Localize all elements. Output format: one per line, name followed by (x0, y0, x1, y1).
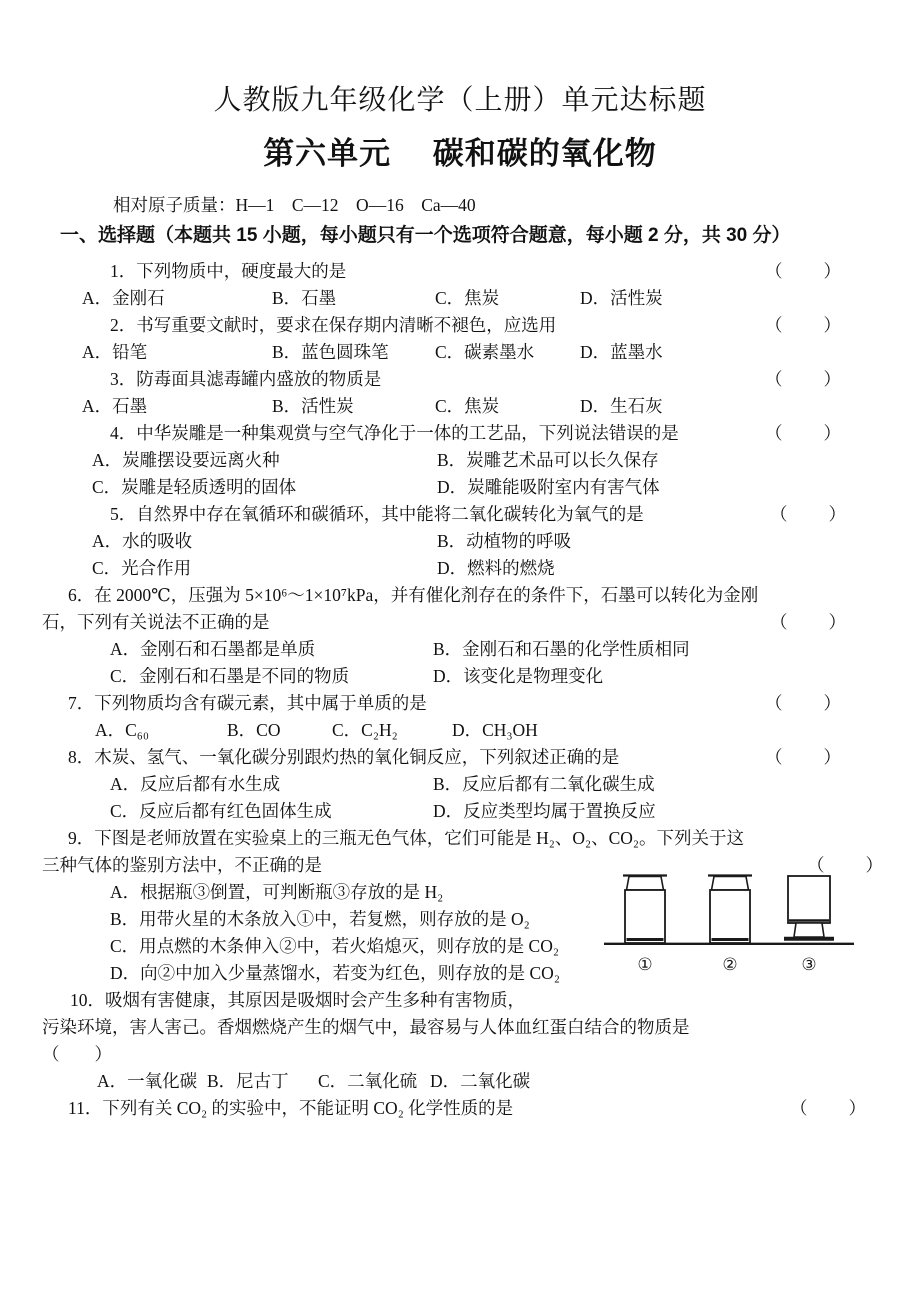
option: A．一氧化碳 (97, 1071, 198, 1091)
gas-bottles-figure (598, 860, 860, 978)
answer-bracket: （ ） (790, 1098, 868, 1118)
line-text: （ ） (42, 1044, 112, 1064)
option-row (0, 474, 920, 501)
text-line (0, 690, 920, 717)
option: C．焦炭 (435, 396, 500, 416)
text-line (0, 825, 920, 852)
option: A．水的吸收 (92, 531, 193, 551)
line-text: B．用带火星的木条放入①中，若复燃，则存放的是 O₂ (110, 909, 530, 929)
option: B．蓝色圆珠笔 (272, 342, 389, 362)
answer-bracket: （ ） (770, 612, 848, 632)
option: A．铅笔 (82, 342, 148, 362)
option: D．反应类型均属于置换反应 (433, 801, 656, 821)
option: C．光合作用 (92, 558, 192, 578)
option: A．C₆₀ (95, 720, 150, 740)
text-line (0, 420, 920, 447)
option: B．活性炭 (272, 396, 354, 416)
text-line (0, 1041, 920, 1068)
option: C．二氧化硫 (318, 1071, 418, 1091)
line-text: 污染环境，害人害己。香烟燃烧产生的烟气中，最容易与人体血红蛋白结合的物质是 (42, 1017, 690, 1037)
line-text: A．根据瓶③倒置，可判断瓶③存放的是 H₂ (110, 882, 444, 902)
option: C．金刚石和石墨是不同的物质 (110, 666, 350, 686)
text-line (0, 501, 920, 528)
option: B．反应后都有二氧化碳生成 (433, 774, 655, 794)
line-text: 三种气体的鉴别方法中，不正确的是 (42, 855, 322, 875)
line-text: 11．下列有关 CO₂ 的实验中，不能证明 CO₂ 化学性质的是 (68, 1098, 514, 1118)
line-text: 7．下列物质均含有碳元素，其中属于单质的是 (68, 693, 427, 713)
text-line (0, 582, 920, 609)
option-row (0, 447, 920, 474)
document-title: 人教版九年级化学（上册）单元达标题 (213, 85, 707, 116)
bottle-2-neck (712, 877, 749, 891)
section-one-heading: 一、选择题（本题共 15 小题，每小题只有一个选项符合题意，每小题 2 分，共 30 分） (60, 225, 791, 246)
bottle-label-1: ① (637, 955, 653, 975)
answer-bracket: （ ） (765, 423, 843, 443)
option: D．生石灰 (580, 396, 663, 416)
text-line (0, 366, 920, 393)
answer-bracket: （ ） (765, 369, 843, 389)
answer-bracket: （ ） (807, 855, 885, 875)
option: A．金刚石和石墨都是单质 (110, 639, 316, 659)
bottle-label-3: ③ (801, 955, 817, 975)
option: B．金刚石和石墨的化学性质相同 (433, 639, 690, 659)
bottle-1-neck (627, 877, 664, 891)
line-text: 9．下图是老师放置在实验桌上的三瓶无色气体，它们可能是 H₂、O₂、CO₂。下列关于这 (68, 828, 745, 848)
answer-bracket: （ ） (765, 693, 843, 713)
answer-bracket: （ ） (765, 747, 843, 767)
bottle-1-body (625, 890, 665, 943)
option: D．该变化是物理变化 (433, 666, 604, 686)
option: B．尼古丁 (207, 1071, 289, 1091)
bottle-3-inverted (784, 876, 834, 939)
option-row (0, 717, 920, 744)
line-text: 4．中华炭雕是一种集观赏与空气净化于一体的工艺品，下列说法错误的是 (110, 423, 679, 443)
text-line (0, 744, 920, 771)
text-line (0, 312, 920, 339)
line-text: D．向②中加入少量蒸馏水，若变为红色，则存放的是 CO₂ (110, 963, 560, 983)
option: B．CO (227, 720, 281, 740)
option: C．C₂H₂ (332, 720, 398, 740)
option: B．石墨 (272, 288, 337, 308)
line-text: 3．防毒面具滤毒罐内盛放的物质是 (110, 369, 382, 389)
bottle-3-body (788, 876, 830, 923)
option: C．焦炭 (435, 288, 500, 308)
option-row (0, 771, 920, 798)
bottle-label-2: ② (722, 955, 738, 975)
line-text: 2．书写重要文献时，要求在保存期内清晰不褪色，应选用 (110, 315, 557, 335)
option: D．CH₃OH (452, 720, 538, 740)
answer-bracket: （ ） (765, 261, 843, 281)
bottle-3-neck (794, 923, 824, 937)
line-text: 6．在 2000℃，压强为 5×10⁶～1×10⁷kPa，并有催化剂存在的条件下，石墨可以转化为金刚 (68, 585, 759, 605)
option-row (0, 636, 920, 663)
relative-atomic-mass-line: 相对原子质量：H—1 C—12 O—16 Ca—40 (113, 195, 476, 215)
option: D．蓝墨水 (580, 342, 663, 362)
option: D．二氧化碳 (430, 1071, 531, 1091)
option: A．石墨 (82, 396, 148, 416)
text-line (0, 609, 920, 636)
line-text: 石，下列有关说法不正确的是 (42, 612, 270, 632)
text-line (0, 1014, 920, 1041)
answer-bracket: （ ） (765, 315, 843, 335)
option-row (0, 663, 920, 690)
option: D．燃料的燃烧 (437, 558, 555, 578)
bottle-1 (623, 876, 667, 944)
option: B．炭雕艺术品可以长久保存 (437, 450, 659, 470)
option-row (0, 285, 920, 312)
option: A．反应后都有水生成 (110, 774, 281, 794)
text-line (0, 258, 920, 285)
line-text: 8．木炭、氢气、一氧化碳分别跟灼热的氧化铜反应，下列叙述正确的是 (68, 747, 620, 767)
option: B．动植物的呼吸 (437, 531, 572, 551)
option: C．碳素墨水 (435, 342, 535, 362)
answer-bracket: （ ） (770, 504, 848, 524)
option: D．炭雕能吸附室内有害气体 (437, 477, 660, 497)
option: D．活性炭 (580, 288, 663, 308)
option-row (0, 339, 920, 366)
option-row (0, 528, 920, 555)
option: C．炭雕是轻质透明的固体 (92, 477, 297, 497)
option-row (0, 1068, 920, 1095)
option-row (0, 798, 920, 825)
line-text: C．用点燃的木条伸入②中，若火焰熄灭，则存放的是 CO₂ (110, 936, 559, 956)
text-line (0, 987, 920, 1014)
option: C．反应后都有红色固体生成 (110, 801, 332, 821)
line-text: 1．下列物质中，硬度最大的是 (110, 261, 347, 281)
line-text: 5．自然界中存在氧循环和碳循环，其中能将二氧化碳转化为氧气的是 (110, 504, 644, 524)
option: A．炭雕摆设要远离火种 (92, 450, 280, 470)
line-text: 10．吸烟有害健康，其原因是吸烟时会产生多种有害物质， (70, 990, 525, 1010)
text-line (0, 1095, 920, 1122)
bottle-2 (708, 876, 752, 944)
option-row (0, 393, 920, 420)
option: A．金刚石 (82, 288, 165, 308)
option-row (0, 555, 920, 582)
unit-subtitle: 第六单元 碳和碳的氧化物 (263, 136, 657, 171)
bottle-2-body (710, 890, 750, 943)
